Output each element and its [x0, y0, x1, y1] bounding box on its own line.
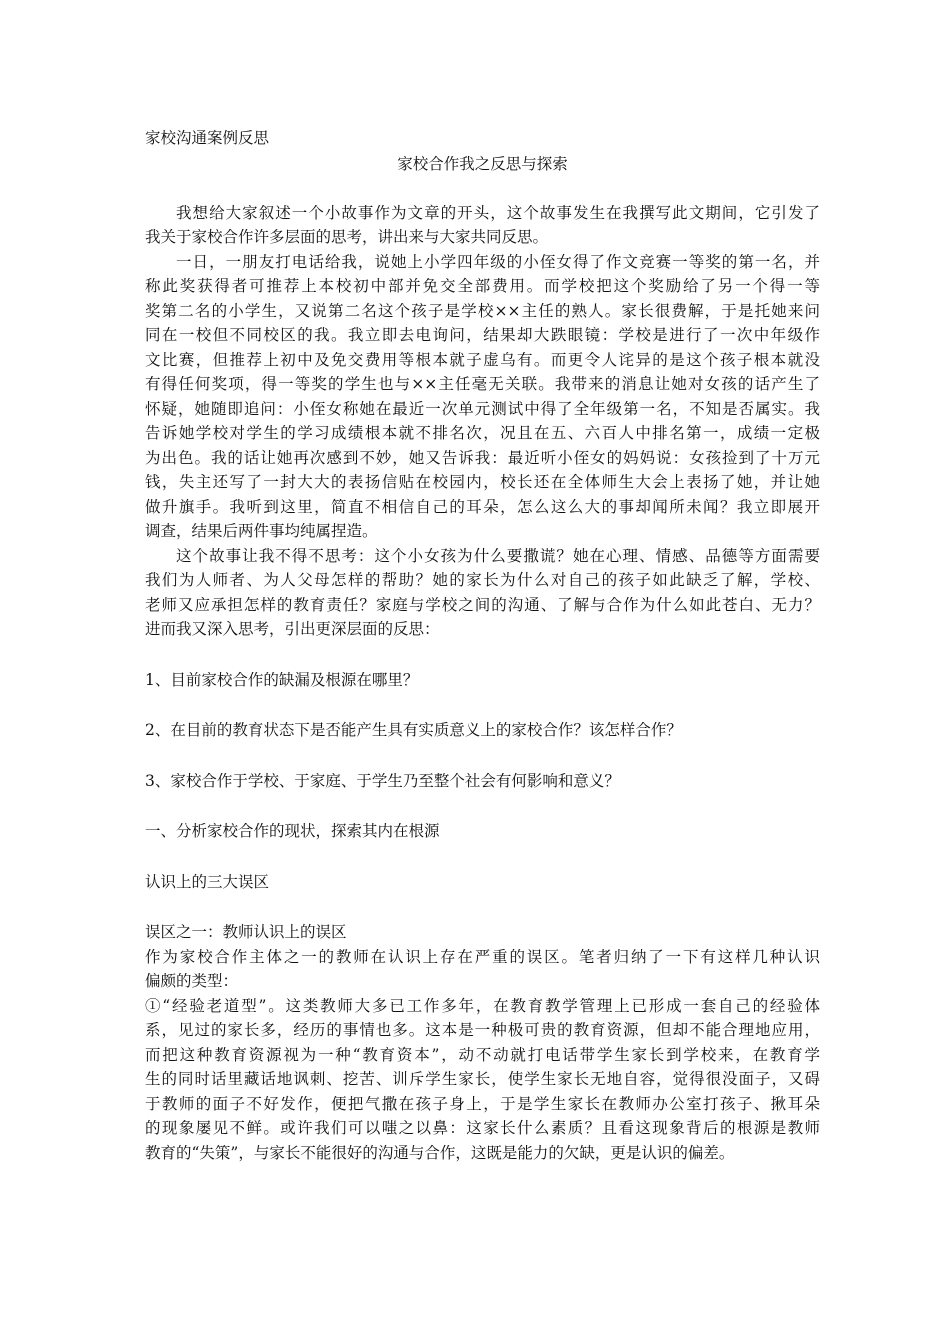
spacer	[145, 176, 820, 201]
subsection-heading: 认识上的三大误区	[145, 872, 270, 891]
question-2: 2、在目前的教育状态下是否能产生具有实质意义上的家校合作？该怎样合作？	[145, 721, 682, 739]
text-line: 我想给大家叙述一个小故事作为文章的开头，这个故事发生在我撰写此文期间，它引发了	[176, 203, 820, 222]
teacher-paragraph	[145, 945, 820, 994]
text-line: 这个故事让我不得不思考：这个小女孩为什么要撒谎？她在心理、情感、品德等方面需要	[176, 546, 820, 565]
text-line: 调查，结果后两件事均纯属捏造。	[145, 522, 378, 540]
text-line: 有得任何奖项，得一等奖的学生也与××主任毫无关联。我带来的消息让她对女孩的话产生了	[145, 375, 820, 393]
text-line: 的现象屡见不鲜。或许我们可以嗤之以鼻：这家长什么素质？且看这现象背后的根源是教师	[145, 1119, 820, 1137]
text-line: 钱，失主还写了一封大大的表扬信贴在校园内，校长还在全体师生大会上表扬了她，并让她	[145, 473, 820, 491]
article-title: 家校合作我之反思与探索	[397, 154, 568, 173]
reflection-paragraph	[145, 544, 820, 642]
text-line: 告诉她学校对学生的学习成绩根本就不排名次，况且在五、六百人中排名第一，成绩一定极	[145, 424, 820, 442]
misconception-heading: 误区之一：教师认识上的误区	[145, 923, 347, 941]
text-line: 文比赛，但推荐上初中及免交费用等根本就子虚乌有。而更令人诧异的是这个孩子根本就没	[145, 350, 820, 369]
text-line: 做升旗手。我听到这里，简直不相信自己的耳朵，怎么这么大的事却闻所未闻？我立即展开	[145, 497, 820, 516]
text-line: 作为家校合作主体之一的教师在认识上存在严重的误区。笔者归纳了一下有这样几种认识	[145, 947, 820, 966]
document-header: 家校沟通案例反思	[145, 129, 270, 147]
question-3: 3、家校合作于学校、于家庭、于学生乃至整个社会有何影响和意义？	[145, 771, 620, 790]
text-line: 生的同时话里藏话地讽刺、挖苦、训斥学生家长，使学生家长无地自容，觉得很没面子，又碍	[145, 1070, 820, 1088]
section-heading: 一、分析家校合作的现状，探索其内在根源	[145, 822, 440, 840]
text-line: 奖第二名的小学生，又说第二名这个孩子是学校××主任的熟人。家长很费解，于是托她来问	[145, 301, 820, 320]
text-line: 我关于家校合作许多层面的思考，讲出来与大家共同反思。	[145, 228, 549, 246]
text-line: 偏颇的类型：	[145, 972, 239, 990]
text-line: 一日，一朋友打电话给我，说她上小学四年级的小侄女得了作文竞赛一等奖的第一名，并	[176, 252, 820, 271]
text-line: 系，见过的家长多，经历的事情也多。这本是一种极可贵的教育资源，但却不能合理地应用，	[145, 1021, 820, 1039]
question-1: 1、目前家校合作的缺漏及根源在哪里？	[145, 670, 419, 689]
text-line: 同在一校但不同校区的我。我立即去电询问，结果却大跌眼镜：学校是进行了一次中年级作	[145, 326, 820, 344]
intro-paragraph	[145, 201, 820, 250]
story-paragraph	[145, 250, 820, 544]
text-line: 教育的“失策”，与家长不能很好的沟通与合作，这既是能力的欠缺，更是认识的偏差。	[145, 1143, 735, 1162]
text-line: 老师又应承担怎样的教育责任？家庭与学校之间的沟通、了解与合作为什么如此苍白、无力？	[145, 595, 820, 614]
text-line: 怀疑，她随即追问：小侄女称她在最近一次单元测试中得了全年级第一名，不知是否属实。我	[145, 399, 820, 418]
text-line: 而把这种教育资源视为一种“教育资本”，动不动就打电话带学生家长到学校来，在教育学	[145, 1045, 820, 1064]
text-line: 称此奖获得者可推荐上本校初中部并免交全部费用。而学校把这个奖励给了另一个得一等	[145, 277, 820, 295]
type-1-paragraph	[145, 994, 820, 1166]
document-page	[145, 126, 820, 1165]
text-line: ①“经验老道型”。这类教师大多已工作多年，在教育教学管理上已形成一套自己的经验体	[145, 996, 820, 1015]
text-line: 我们为人师者、为人父母怎样的帮助？她的家长为什么对自己的孩子如此缺乏了解，学校、	[145, 571, 820, 589]
text-line: 为出色。我的话让她再次感到不妙，她又告诉我：最近听小侄女的妈妈说：女孩捡到了十万元	[145, 448, 820, 467]
text-line: 进而我又深入思考，引出更深层面的反思：	[145, 620, 440, 638]
text-line: 于教师的面子不好发作，便把气撒在孩子身上，于是学生家长在教师办公室打孩子、揪耳朵	[145, 1094, 820, 1113]
